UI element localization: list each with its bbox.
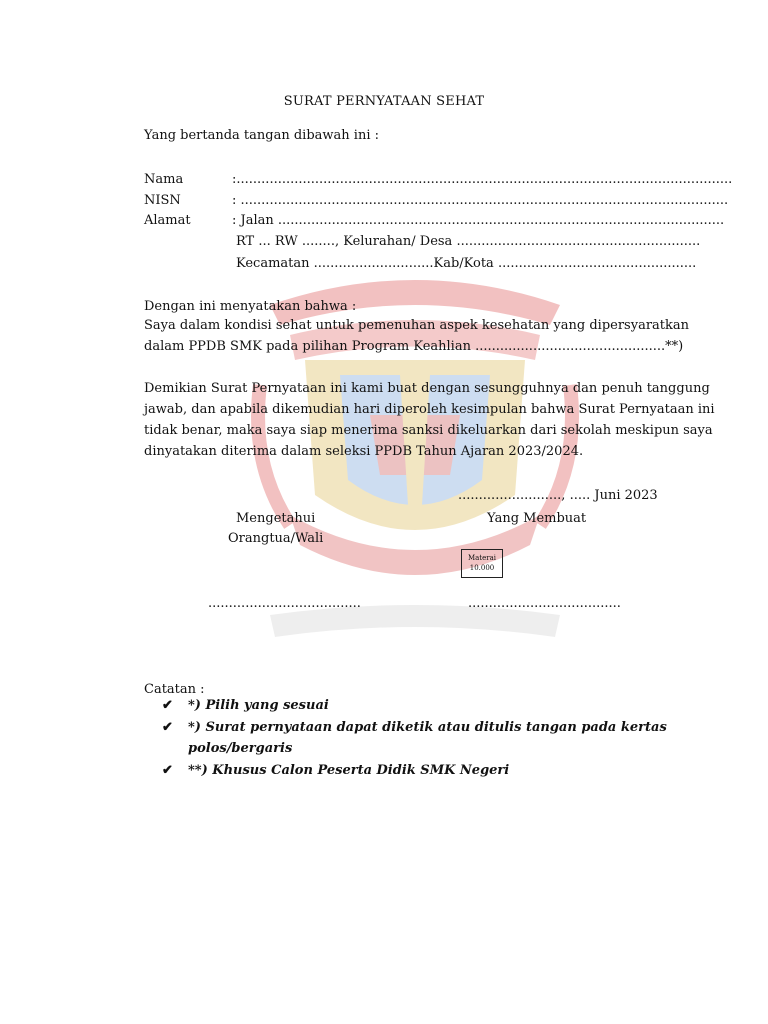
field-value-nama: :........................................................................................................................ — [232, 172, 733, 187]
statement-intro: Dengan ini menyatakan bahwa : — [144, 299, 357, 314]
field-label-nama: Nama — [144, 172, 184, 187]
stamp-label: Materai — [467, 554, 497, 562]
note-line: **) Khusus Calon Peserta Didik SMK Negeri — [188, 763, 510, 778]
closing-line: jawab, dan apabila dikemudian hari diperoleh kesimpulan bahwa Surat Pernyataan ini — [144, 402, 715, 417]
document-title: SURAT PERNYATAAN SEHAT — [283, 94, 485, 109]
materai-stamp-box — [461, 549, 503, 578]
closing-paragraph — [144, 378, 715, 462]
left-signer-title: Mengetahui — [236, 511, 316, 526]
date-line: ........................., ..... Juni 2023 — [458, 488, 658, 503]
field-value-alamat: : Jalan ............................................................................................................ — [232, 213, 725, 228]
address-line-rt-rw: RT ... RW ........, Kelurahan/ Desa ........................................................... — [236, 234, 701, 249]
statement-paragraph — [144, 315, 690, 357]
note-item — [162, 695, 660, 716]
field-value-nisn: : ...................................................................................................................... — [232, 193, 729, 208]
right-signature-line: ..................................... — [468, 596, 621, 611]
closing-line: Demikian Surat Pernyataan ini kami buat dengan sesungguhnya dan penuh tanggung — [144, 381, 710, 396]
field-label-alamat: Alamat — [144, 213, 191, 228]
checkmark-icon: ✔ — [162, 763, 173, 778]
checkmark-icon: ✔ — [162, 698, 173, 713]
closing-line: dinyatakan diterima dalam seleksi PPDB Tahun Ajaran 2023/2024. — [144, 444, 584, 459]
statement-line: dalam PPDB SMK pada pilihan Program Keahlian ..............................................**) — [144, 339, 684, 354]
note-item — [162, 760, 660, 781]
note-item — [162, 717, 667, 759]
note-line: polos/bergaris — [188, 741, 293, 756]
field-label-nisn: NISN — [144, 193, 181, 208]
note-line: *) Surat pernyataan dapat diketik atau ditulis tangan pada kertas — [188, 720, 667, 735]
closing-line: tidak benar, maka saya siap menerima sanksi dikeluarkan dari sekolah meskipun saya — [144, 423, 713, 438]
intro-text: Yang bertanda tangan dibawah ini : — [144, 128, 379, 143]
left-signature-line: ..................................... — [208, 596, 361, 611]
address-line-kecamatan: Kecamatan .............................Kab/Kota ................................................ — [236, 256, 697, 271]
right-signer-title: Yang Membuat — [487, 511, 587, 526]
statement-line: Saya dalam kondisi sehat untuk pemenuhan aspek kesehatan yang dipersyaratkan — [144, 318, 690, 333]
stamp-value: 10.000 — [469, 564, 495, 572]
note-line: *) Pilih yang sesuai — [188, 698, 329, 713]
notes-title: Catatan : — [144, 682, 205, 697]
checkmark-icon: ✔ — [162, 720, 173, 735]
left-signer-role: Orangtua/Wali — [228, 531, 324, 546]
